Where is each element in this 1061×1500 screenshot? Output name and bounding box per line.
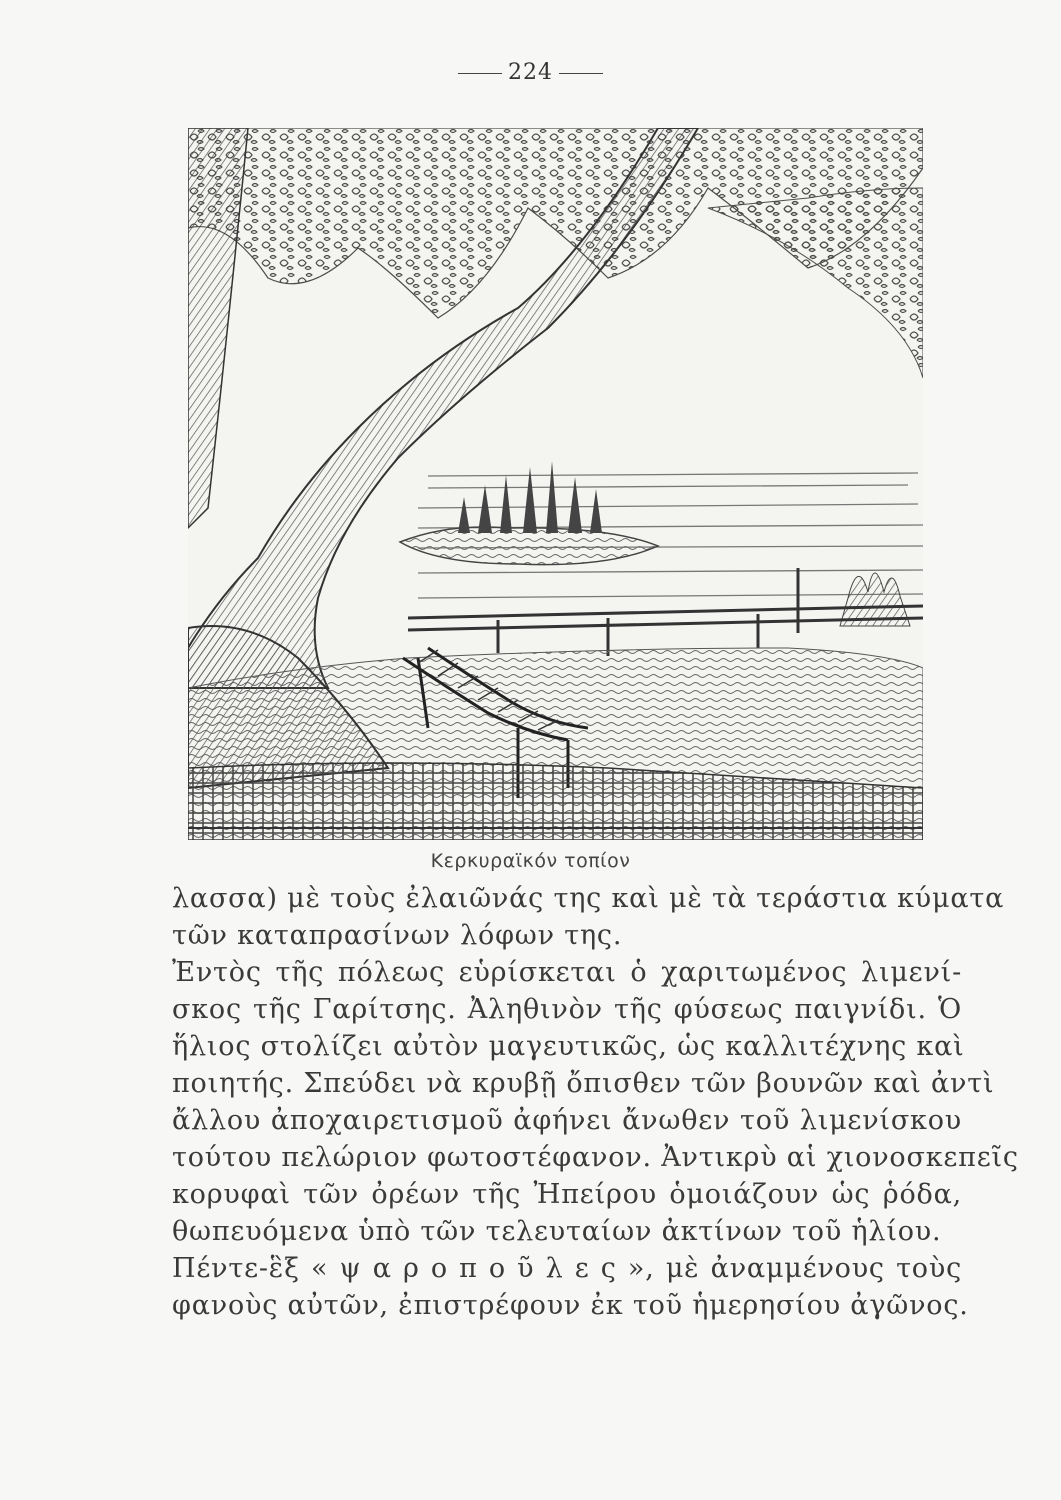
text-line: θωπευόμενα ὑπὸ τῶν τελευταίων ἀκτίνων τοῦ ἡλίου. bbox=[172, 1216, 942, 1247]
page-number bbox=[0, 60, 1061, 85]
text-line: σκος τῆς Γαρίτσης. Ἀληθινὸν τῆς φύσεως παιγνίδι. Ὁ bbox=[172, 994, 962, 1025]
text-line: Πέντε-ἓξ « ψ α ρ ο π ο ῦ λ ε ς », μὲ ἀναμμένους τοὺς bbox=[172, 1253, 962, 1284]
text-line: κορυφαὶ τῶν ὀρέων τῆς Ἠπείρου ὁμοιάζουν ὡς ῥόδα, bbox=[172, 1179, 962, 1210]
text-line: λασσα) μὲ τοὺς ἐλαιῶνάς της καὶ μὲ τὰ τεράστια κύματα bbox=[172, 883, 1005, 914]
page-number-dash-left bbox=[458, 73, 502, 74]
text-line: ἥλιος στολίζει αὐτὸν μαγευτικῶς, ὡς καλλιτέχνης καὶ bbox=[172, 1031, 965, 1062]
text-line: τούτου πελώριον φωτοστέφανον. Ἀντικρὺ αἱ χιονοσκεπεῖς bbox=[172, 1142, 1019, 1173]
page-number-value: 224 bbox=[508, 60, 553, 85]
landscape-illustration bbox=[188, 128, 923, 840]
landscape-engraving bbox=[188, 128, 923, 840]
body-text bbox=[172, 880, 1019, 1324]
text-line: φανοὺς αὐτῶν, ἐπιστρέφουν ἐκ τοῦ ἡμερησίου ἀγῶνος. bbox=[172, 1290, 969, 1321]
page-number-dash-right bbox=[559, 73, 603, 74]
text-line: ποιητής. Σπεύδει νὰ κρυβῇ ὄπισθεν τῶν βουνῶν καὶ ἀντὶ bbox=[172, 1068, 995, 1099]
text-line: ἄλλου ἀποχαιρετισμοῦ ἀφήνει ἄνωθεν τοῦ λιμενίσκου bbox=[172, 1105, 962, 1136]
text-line: τῶν καταπρασίνων λόφων της. bbox=[172, 920, 623, 951]
text-line: Ἐντὸς τῆς πόλεως εὑρίσκεται ὁ χαριτωμένος λιμενί- bbox=[172, 957, 962, 988]
illustration-caption: Κερκυραϊκόν τοπίον bbox=[430, 850, 631, 872]
